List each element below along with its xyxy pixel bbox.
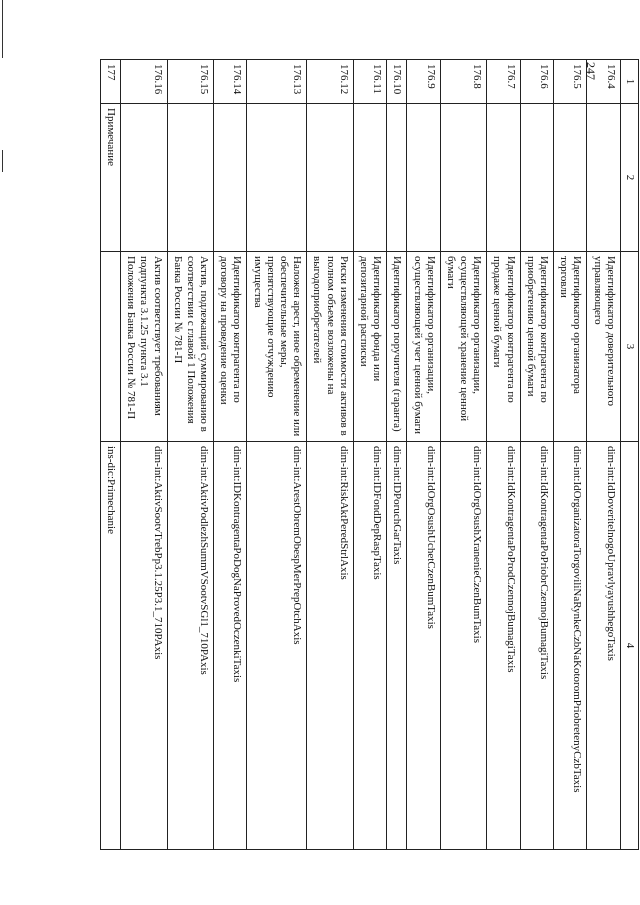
row-label-cell — [440, 104, 487, 252]
table-header-row — [620, 60, 638, 850]
row-number-cell: 176.7 — [487, 60, 520, 104]
row-number-cell: 176.8 — [440, 60, 487, 104]
header-cell: 1 — [620, 60, 638, 104]
row-description-cell: Актив соответствует требованиям подпункта 3.1.25 пункта 3.1 Положения Банка России № 781-П — [121, 252, 168, 442]
row-label-cell — [167, 104, 214, 252]
table-row — [353, 60, 386, 850]
header-cell: 2 — [620, 104, 638, 252]
data-table — [100, 59, 639, 850]
row-number-cell: 177 — [100, 60, 120, 104]
table-row — [520, 60, 553, 850]
row-label-cell — [407, 104, 440, 252]
row-code-cell: dim-int:IdKontragentaPoProdCzennojBumagiTaxis — [487, 442, 520, 850]
row-description-cell: Наложен арест, иное обременение или обеспечительные меры, препятствующие отчуждению имущества — [247, 252, 307, 442]
row-label-cell — [587, 104, 620, 252]
row-number-cell: 176.16 — [121, 60, 168, 104]
row-description-cell: Риски изменения стоимости активов в полном объеме возложены на выгодоприобретателей — [307, 252, 354, 442]
row-description-cell: Идентификатор организации, осуществляющей хранение ценной бумаги — [440, 252, 487, 442]
row-description-cell: Актив, подлежащий суммированию в соответствии с главой 1 Положения Банка России № 781-П — [167, 252, 214, 442]
row-description-cell: Идентификатор организатора торговли — [554, 252, 587, 442]
row-code-cell: dim-int:IDPoruchGarTaxis — [387, 442, 407, 850]
row-label-cell — [353, 104, 386, 252]
row-label-cell — [487, 104, 520, 252]
row-number-cell: 176.10 — [387, 60, 407, 104]
row-description-cell: Идентификатор поручителя (гаранта) — [387, 252, 407, 442]
row-number-cell: 176.13 — [247, 60, 307, 104]
table-row — [440, 60, 487, 850]
row-number-cell: 176.14 — [214, 60, 247, 104]
header-cell: 3 — [620, 252, 638, 442]
row-number-cell: 176.9 — [407, 60, 440, 104]
row-number-cell: 176.6 — [520, 60, 553, 104]
rotated-table-container — [69, 59, 639, 849]
row-number-cell: 176.15 — [167, 60, 214, 104]
row-description-cell: Идентификатор контрагента по продаже ценной бумаги — [487, 252, 520, 442]
row-code-cell: dim-int:AktivPodlezhSummVSootvSGl1_710PAxis — [167, 442, 214, 850]
row-number-cell: 176.12 — [307, 60, 354, 104]
row-description-cell — [100, 252, 120, 442]
table-row — [387, 60, 407, 850]
row-description-cell: Идентификатор контрагента по приобретению ценной бумаги — [520, 252, 553, 442]
row-code-cell: dim-int:IdOrgOsushXranenieCzenBumTaxis — [440, 442, 487, 850]
table-row — [487, 60, 520, 850]
table-row — [100, 60, 120, 850]
table-row — [247, 60, 307, 850]
table-row — [214, 60, 247, 850]
row-code-cell: dim-int:AktivSootvTrebPp3.1.25P3.1_710PAxis — [121, 442, 168, 850]
table-row — [307, 60, 354, 850]
row-number-cell: 176.4 — [587, 60, 620, 104]
table-row — [407, 60, 440, 850]
row-label-cell — [387, 104, 407, 252]
row-code-cell: dim-int:IdKontragentaPoPriobrCzennojBumagiTaxis — [520, 442, 553, 850]
row-code-cell: dim-int:IdDoveritelnogoUpravlyayushhegoTaxis — [587, 442, 620, 850]
row-label-cell — [121, 104, 168, 252]
scan-margin-mark — [2, 150, 3, 172]
page-number: 247 — [584, 62, 598, 80]
table-row — [554, 60, 587, 850]
row-code-cell: dim-int:IDKontragentaPoDogNaProvedOczenkiTaxis — [214, 442, 247, 850]
row-code-cell: dim-int:IDFondDepRaspTaxis — [353, 442, 386, 850]
row-description-cell: Идентификатор доверительного управляющего — [587, 252, 620, 442]
row-label-cell — [214, 104, 247, 252]
row-number-cell: 176.11 — [353, 60, 386, 104]
row-code-cell: dim-int:RiskAktPeredStrlAxis — [307, 442, 354, 850]
row-description-cell: Идентификатор организации, осуществляющей учет ценной бумаги — [407, 252, 440, 442]
row-description-cell: Идентификатор фонда или депозитарной расписки — [353, 252, 386, 442]
scan-margin-mark — [2, 0, 3, 58]
row-code-cell: dim-int:IdOrganizatoraTorgoviliNaRynkeCzbNaKotoromPriobretenyCzbTaxis — [554, 442, 587, 850]
table-row — [121, 60, 168, 850]
table-row — [587, 60, 620, 850]
table-row — [167, 60, 214, 850]
row-code-cell: ins-dic:Primechanie — [100, 442, 120, 850]
row-code-cell: dim-int:IdOrgOsushUchetCzenBumTaxis — [407, 442, 440, 850]
row-number-cell: 176.5 — [554, 60, 587, 104]
row-label-cell — [307, 104, 354, 252]
row-code-cell: dim-int:ArestObremObespMerPrepOtchAxis — [247, 442, 307, 850]
row-description-cell: Идентификатор контрагента по договору на проведение оценки — [214, 252, 247, 442]
row-label-cell — [520, 104, 553, 252]
row-label-cell: Примечание — [100, 104, 120, 252]
row-label-cell — [554, 104, 587, 252]
header-cell: 4 — [620, 442, 638, 850]
row-label-cell — [247, 104, 307, 252]
